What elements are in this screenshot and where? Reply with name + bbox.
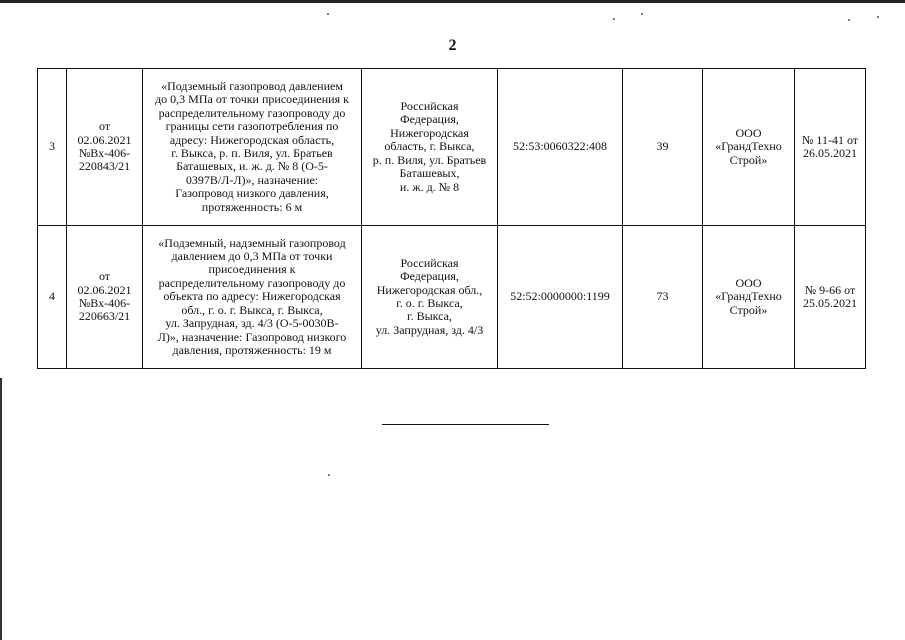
address-cell: Российская Федерация, Нижегородская область, г. Выкса, р. п. Виля, ул. Братьев Баташевых, и. ж. д. № 8	[362, 69, 498, 226]
cadastral-number-cell: 52:53:0060322:408	[498, 69, 623, 226]
area-cell: 73	[623, 226, 703, 369]
scan-speck	[641, 13, 643, 15]
scan-left-edge-mark	[0, 378, 2, 640]
table-row	[38, 226, 866, 369]
area-cell: 39	[623, 69, 703, 226]
scan-top-border	[0, 0, 905, 3]
row-number-cell: 3	[38, 69, 67, 226]
scan-speck	[327, 13, 329, 15]
address-cell: Российская Федерация, Нижегородская обл., г. о. г. Выкса, г. Выкса, ул. Запрудная, зд. 4/3	[362, 226, 498, 369]
table-row	[38, 69, 866, 226]
document-end-line	[382, 424, 549, 425]
scan-speck	[877, 16, 879, 18]
permit-cell: № 11-41 от 26.05.2021	[795, 69, 866, 226]
scan-speck	[328, 474, 330, 476]
permit-cell: № 9-66 от 25.05.2021	[795, 226, 866, 369]
scan-speck	[613, 18, 615, 20]
request-cell: от 02.06.2021 №Вх-406- 220663/21	[67, 226, 143, 369]
company-cell: ООО «ГрандТехно Строй»	[703, 69, 795, 226]
permits-table	[37, 68, 866, 369]
request-cell: от 02.06.2021 №Вх-406- 220843/21	[67, 69, 143, 226]
object-description-cell: «Подземный, надземный газопровод давлением до 0,3 МПа от точки присоединения к распределительному газопроводу до объекта по адресу: Нижегородская обл., г. о. г. Выкса, г. Выкса, ул. Запрудная, зд. 4/3 (О-5-0030В- Л)», назначение: Газопровод низкого давления, протяженность: 19 м	[143, 226, 362, 369]
scan-speck	[848, 19, 850, 21]
row-number-cell: 4	[38, 226, 67, 369]
page-number: 2	[448, 37, 457, 54]
company-cell: ООО «ГрандТехно Строй»	[703, 226, 795, 369]
object-description-cell: «Подземный газопровод давлением до 0,3 МПа от точки присоединения к распределительному газопроводу до границы сети газопотребления по адресу: Нижегородская область, г. Выкса, р. п. Виля, ул. Братьев Баташевых, и. ж. д. № 8 (О-5- 0397В/Л-Л)», назначение: Газопровод низкого давления, протяженность: 6 м	[143, 69, 362, 226]
cadastral-number-cell: 52:52:0000000:1199	[498, 226, 623, 369]
